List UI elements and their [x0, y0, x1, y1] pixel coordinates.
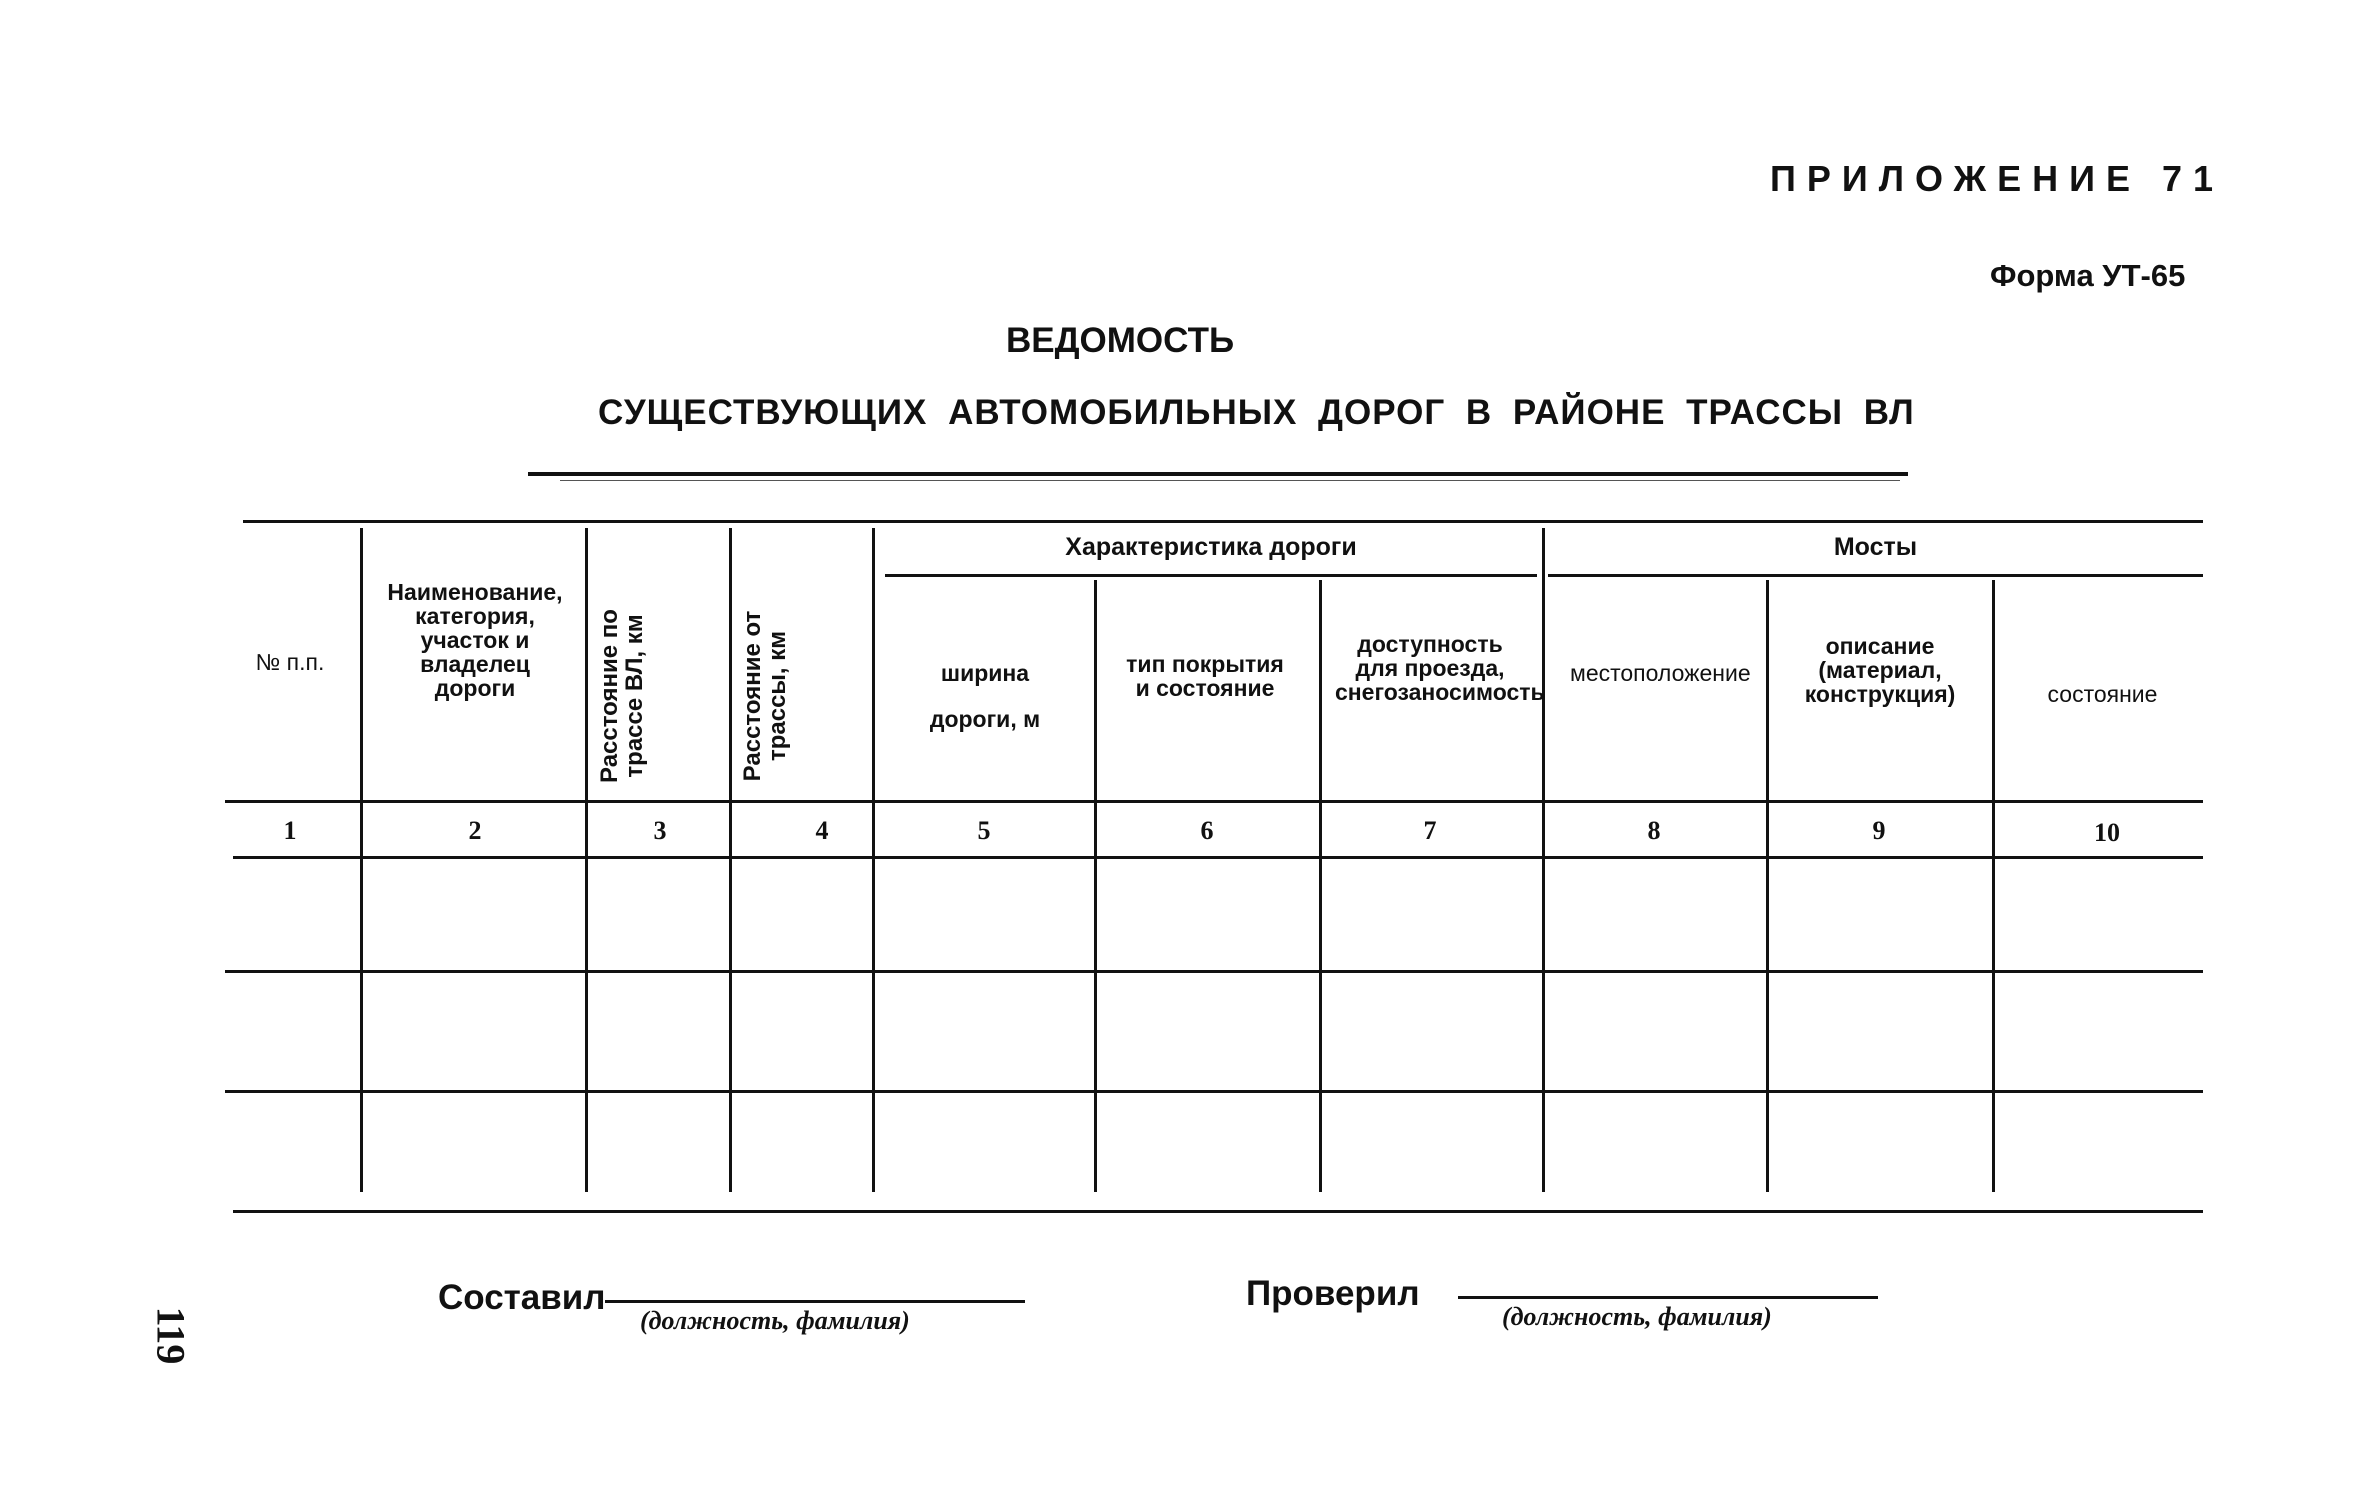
table-top-rule	[243, 520, 2203, 523]
col-number-5: 5	[977, 816, 991, 845]
row-rule-1	[225, 970, 2203, 973]
col-header-8: местоположение	[1570, 660, 1751, 686]
col-header-7: доступность для проезда, снегозаносимость	[1335, 631, 1545, 705]
checked-by-hint: (должность, фамилия)	[1502, 1302, 1772, 1331]
form-code: Форма УТ-65	[1990, 258, 2186, 293]
page-number: 119	[148, 1306, 194, 1365]
group-header-rule-road	[885, 574, 1537, 577]
col-number-2: 2	[468, 816, 482, 845]
group-header-rule-bridges	[1548, 574, 2203, 577]
col-header-1: № п.п.	[255, 649, 325, 675]
col-number-6: 6	[1200, 816, 1214, 845]
col-header-5: ширина дороги, м	[929, 660, 1041, 732]
compiled-by-label: Составил	[438, 1278, 606, 1317]
document-subtitle: СУЩЕСТВУЮЩИХ АВТОМОБИЛЬНЫХ ДОРОГ В РАЙОНЕ ТРАССЫ ВЛ	[598, 393, 1915, 432]
col-number-1: 1	[283, 816, 297, 845]
header-bottom-rule	[225, 800, 2203, 803]
col-divider-3	[729, 528, 732, 1192]
col-divider-8	[1766, 580, 1769, 1192]
col-divider-6	[1319, 580, 1322, 1192]
col-number-10: 10	[2094, 818, 2120, 847]
compiled-by-line	[605, 1300, 1025, 1303]
col-number-3: 3	[653, 816, 667, 845]
checked-by-label: Проверил	[1246, 1274, 1420, 1313]
col-header-9: описание (материал, конструкция)	[1804, 633, 1956, 707]
col-header-2: Наименование, категория, участок и владелец дороги	[387, 579, 563, 701]
col-header-6: тип покрытия и состояние	[1126, 651, 1284, 701]
col-divider-9	[1992, 580, 1995, 1192]
col-header-4: Расстояние от трассы, км	[739, 610, 791, 782]
group-header-bridges: Мосты	[1833, 533, 1918, 561]
group-header-road: Характеристика дороги	[1065, 533, 1357, 561]
col-divider-2	[585, 528, 588, 1192]
appendix-label: ПРИЛОЖЕНИЕ 71	[1770, 158, 2225, 199]
document-title: ВЕДОМОСТЬ	[1006, 321, 1235, 360]
col-number-7: 7	[1423, 816, 1437, 845]
col-number-8: 8	[1647, 816, 1661, 845]
col-divider-7	[1542, 528, 1545, 1192]
col-number-9: 9	[1872, 816, 1886, 845]
col-divider-5	[1094, 580, 1097, 1192]
col-number-4: 4	[815, 816, 829, 845]
row-rule-2	[225, 1090, 2203, 1093]
numbers-bottom-rule	[233, 856, 2203, 859]
checked-by-line	[1458, 1296, 1878, 1299]
table-bottom-rule	[233, 1210, 2203, 1213]
col-header-3: Расстояние по трассе ВЛ, км	[596, 609, 648, 783]
col-header-10: состояние	[2047, 681, 2158, 707]
col-divider-4	[872, 528, 875, 1192]
col-divider-1	[360, 528, 363, 1192]
compiled-by-hint: (должность, фамилия)	[640, 1306, 910, 1335]
